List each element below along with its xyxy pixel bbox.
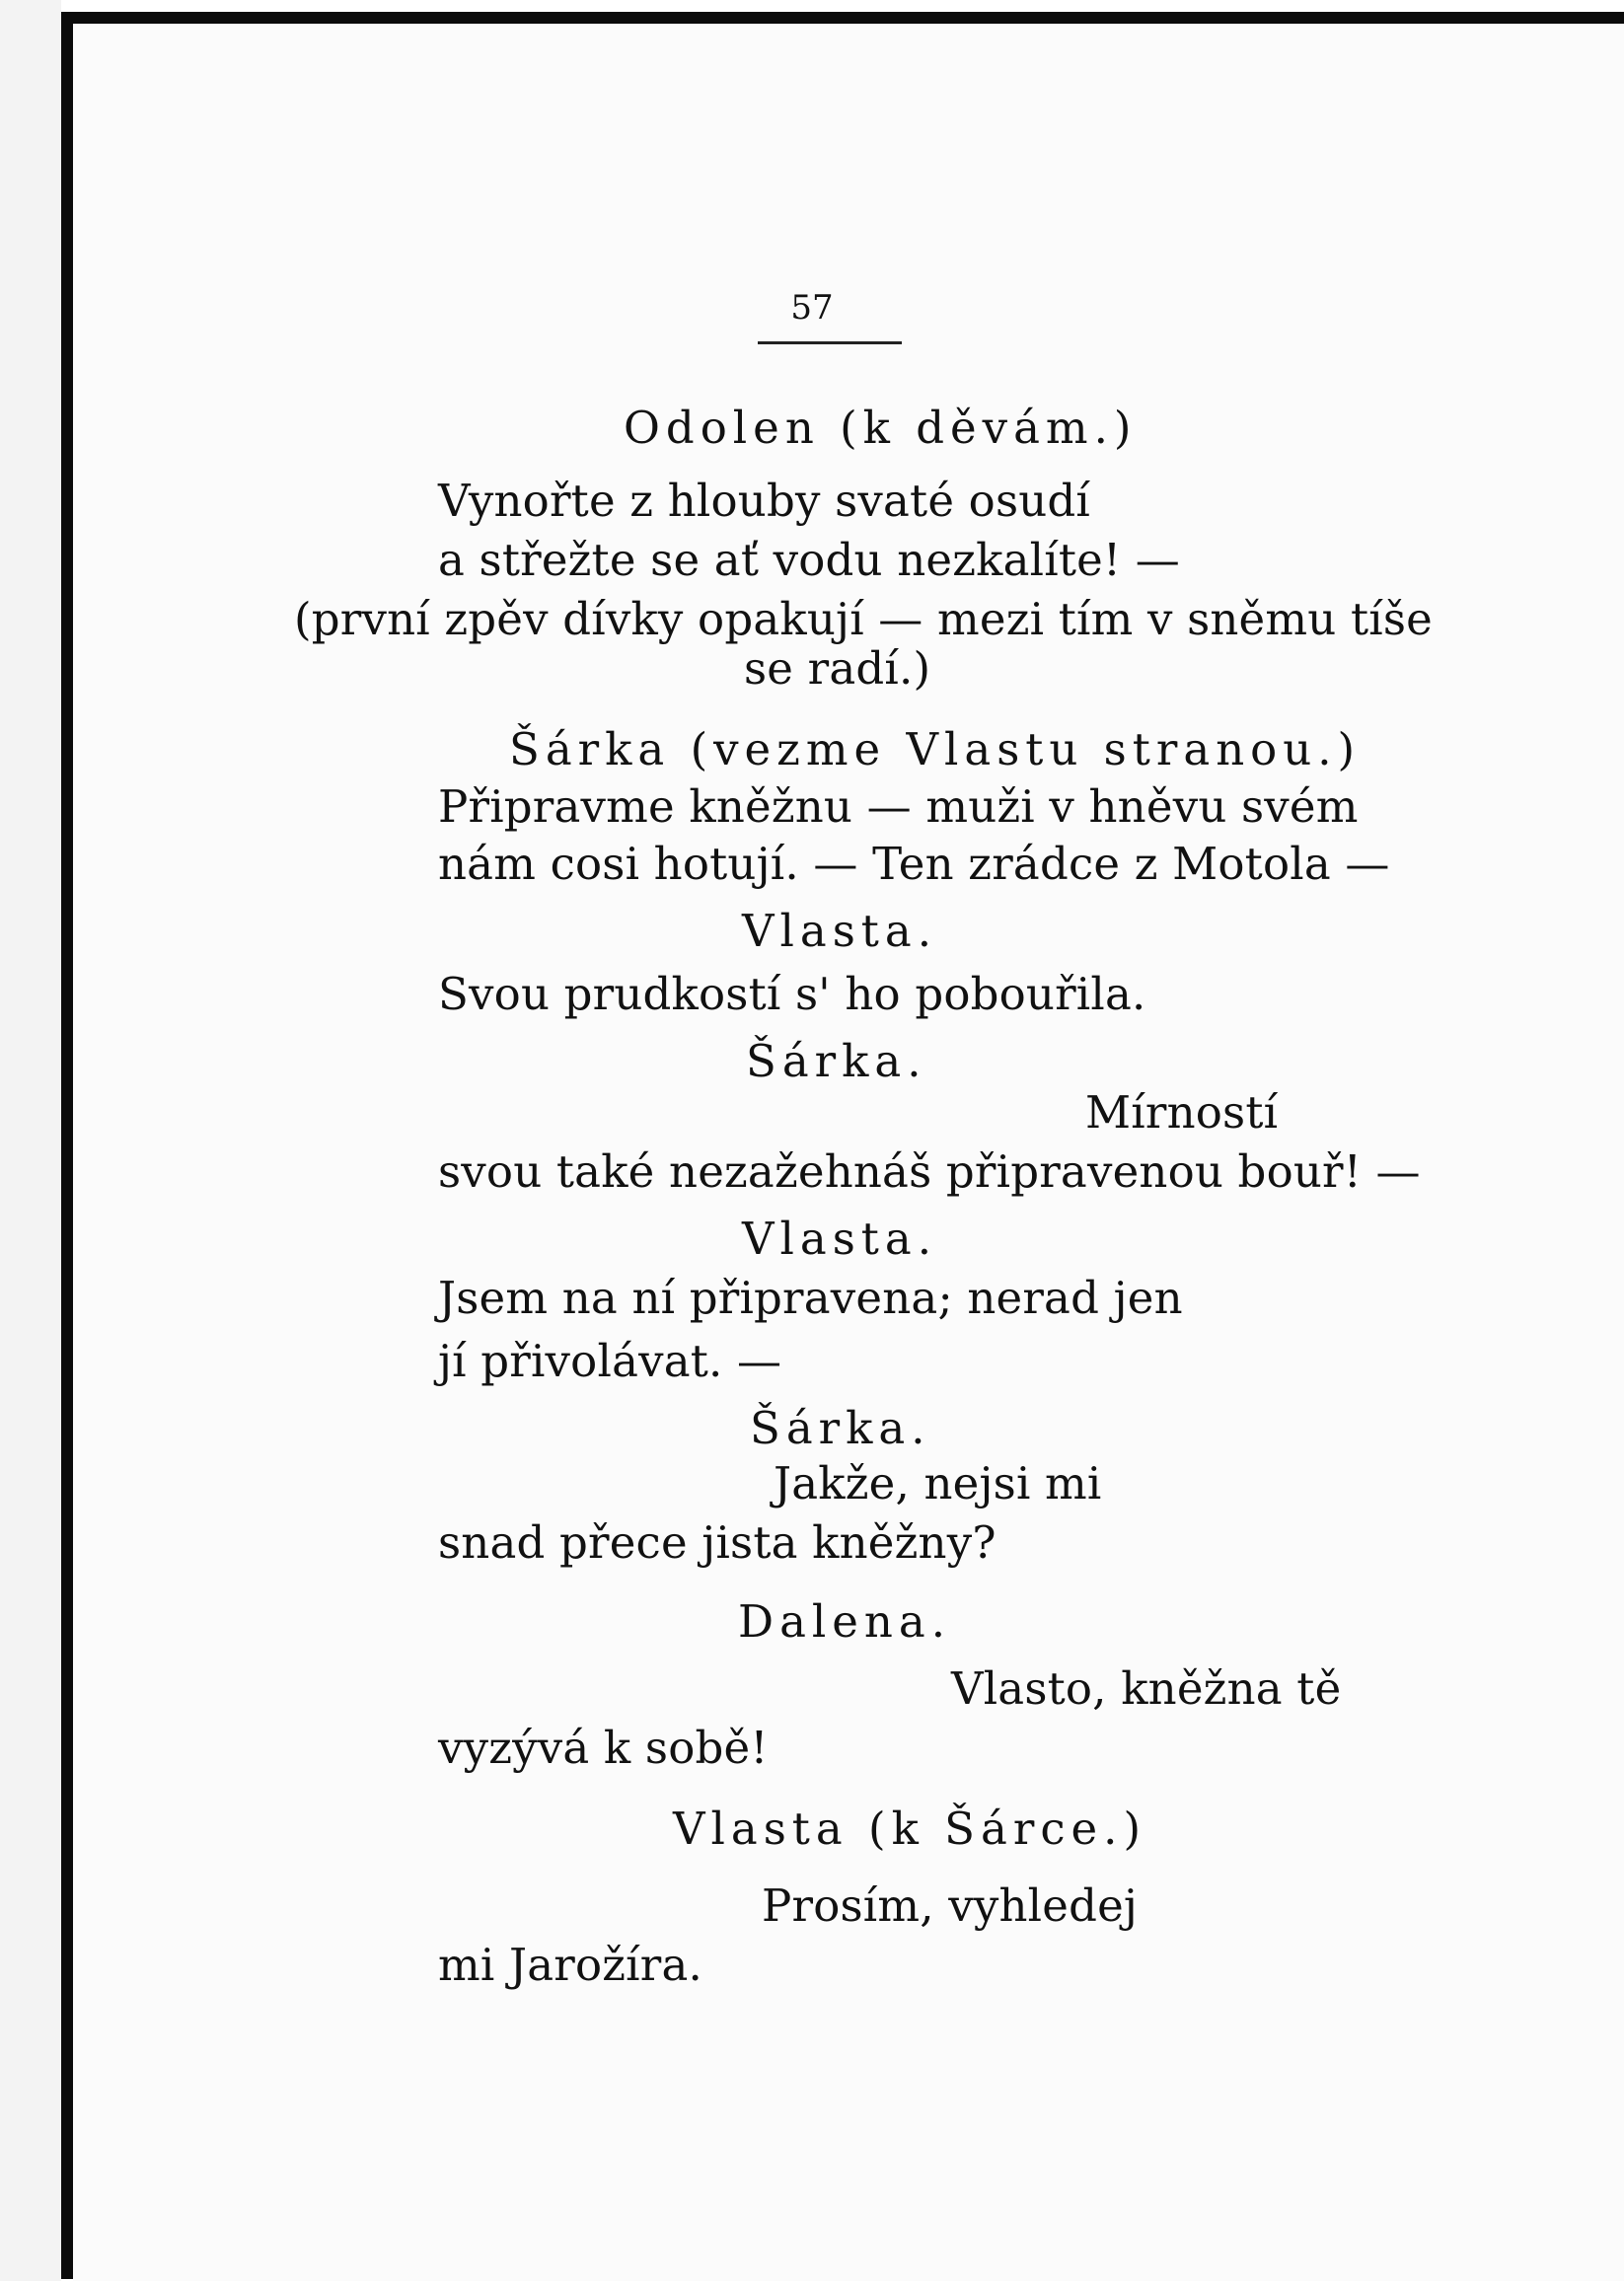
text-line: Vlasto, kněžna tě [951, 1662, 1342, 1715]
text-line: jí přivolávat. — [438, 1335, 782, 1387]
text-line: nám cosi hotují. — Ten zrádce z Motola — [438, 838, 1390, 890]
stage-direction: (první zpěv dívky opakují — mezi tím v sněmu tíše [294, 593, 1433, 645]
text-line: Vynořte z hlouby svaté osudí [438, 475, 1091, 527]
text-line: Mírností [1085, 1086, 1279, 1139]
speaker-dalena: Dalena. [738, 1595, 952, 1648]
scan-left-edge [61, 12, 73, 2279]
scan-margin [0, 0, 61, 2281]
text-line: svou také nezažehnáš připravenou bouř! — [438, 1145, 1421, 1198]
text-line: vyzývá k sobě! [438, 1722, 769, 1774]
speaker-odolen: Odolen (k děvám.) [624, 402, 1138, 454]
text-line: Připravme kněžnu — muži v hněvu svém [438, 780, 1359, 833]
scan-top-edge [61, 12, 1624, 24]
speaker-vlasta: Vlasta (k Šárce.) [673, 1803, 1147, 1855]
speaker-sarka: Šárka (vezme Vlastu stranou.) [509, 723, 1362, 775]
text-line: snad přece jista kněžny? [438, 1516, 997, 1569]
speaker-vlasta: Vlasta. [742, 905, 938, 957]
text-line: Prosím, vyhledej [762, 1879, 1139, 1932]
text-line: Jsem na ní připravena; nerad jen [438, 1272, 1183, 1324]
text-line: Jakže, nejsi mi [774, 1457, 1102, 1509]
text-line: mi Jarožíra. [438, 1939, 702, 1991]
speaker-vlasta: Vlasta. [742, 1213, 938, 1265]
speaker-sarka: Šárka. [746, 1035, 927, 1087]
stage-direction: se radí.) [744, 642, 931, 695]
page-number-rule [758, 341, 902, 344]
speaker-sarka: Šárka. [750, 1402, 931, 1454]
text-line: a střežte se ať vodu nezkalíte! — [438, 534, 1180, 586]
page-number: 57 [790, 288, 834, 328]
text-line: Svou prudkostí s' ho pobouřila. [438, 968, 1146, 1020]
